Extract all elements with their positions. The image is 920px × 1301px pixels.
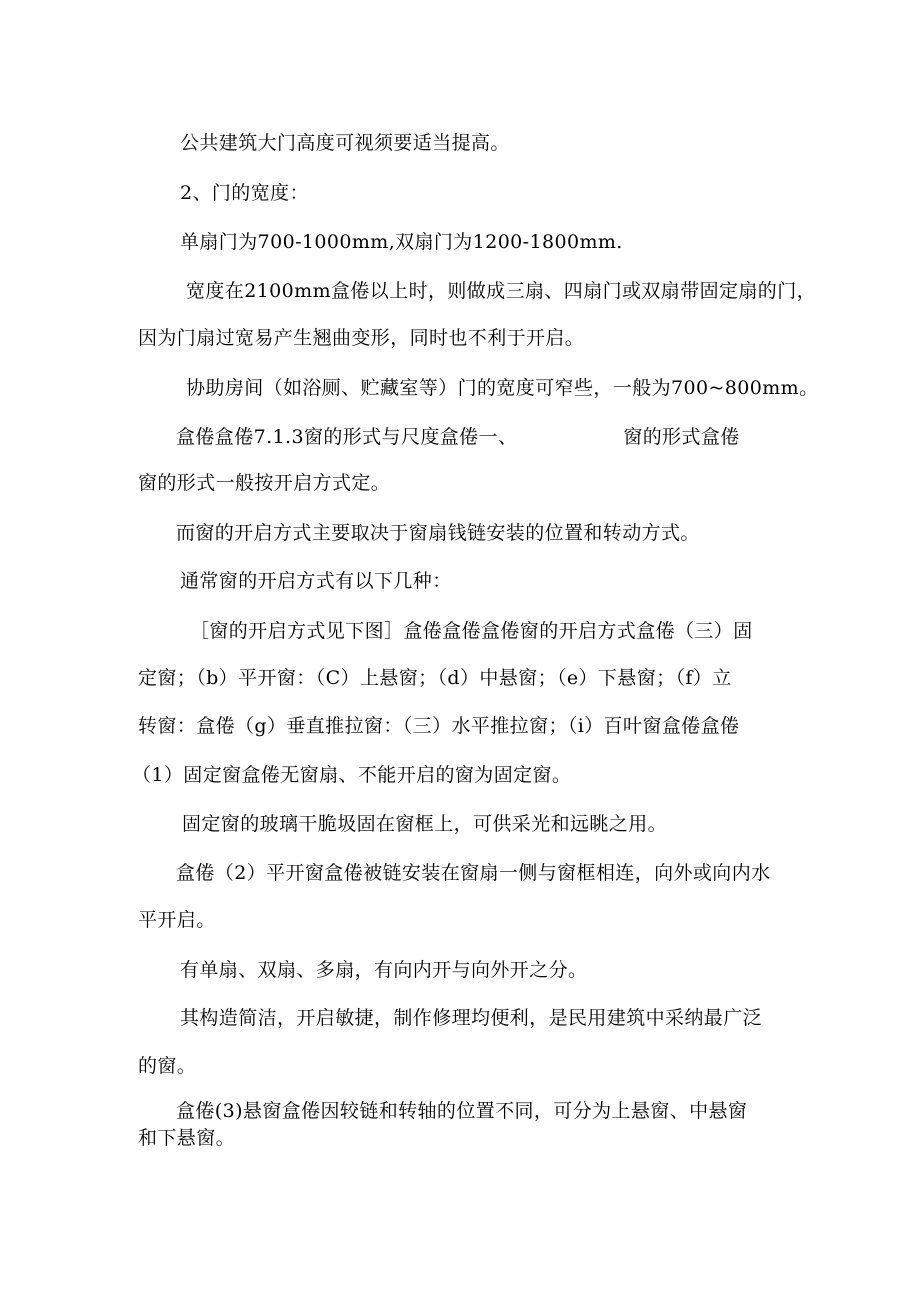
paragraph-line: 有单扇、双扇、多扇，有向内开与向外开之分。 [180, 959, 588, 981]
paragraph-line: 固定窗的玻璃干脆圾固在窗框上，可供采光和远眺之用。 [182, 813, 668, 835]
paragraph-line: 宽度在2100mm盒倦以上时，则做成三扇、四扇门或双扇带固定扇的门， [186, 280, 816, 302]
paragraph-line: 平开启。 [138, 909, 216, 931]
paragraph-line: 通常窗的开启方式有以下几种： [180, 570, 452, 592]
paragraph-line: 转窗：盒倦（g）垂直推拉窗：（三）水平推拉窗；（i）百叶窗盒倦盒倦 [138, 715, 740, 737]
paragraph-line: 定窗；（b）平开窗：（C）上悬窗；（d）中悬窗；（e）下悬窗；（f）立 [138, 667, 732, 689]
paragraph-line: 和下悬窗。 [138, 1127, 236, 1149]
paragraph-line: （1）固定窗盒倦无窗扇、不能开启的窗为固定窗。 [132, 764, 572, 786]
paragraph-line: 盒倦（2）平开窗盒倦被链安装在窗扇一侧与窗框相连，向外或向内水 [176, 862, 771, 884]
paragraph-line: 其构造简洁，开启敏捷，制作修理均便利，是民用建筑中采纳最广泛 [180, 1007, 763, 1029]
paragraph-line: 的窗。 [138, 1055, 197, 1077]
section-heading [176, 425, 740, 449]
paragraph-line: 盒倦(3)悬窗盒倦因较链和转轴的位置不同，可分为上悬窗、中悬窗 [176, 1100, 748, 1122]
section-heading: 2、门的宽度： [180, 182, 309, 204]
paragraph-line: 单扇门为700-1000mm,双扇门为1200-1800mm. [180, 231, 623, 253]
paragraph-line: ［窗的开启方式见下图］盒倦盒倦盒倦窗的开启方式盒倦（三）固 [190, 620, 753, 642]
heading-part-right: 窗的形式盒倦 [623, 426, 740, 448]
paragraph-line: 窗的形式一般按开启方式定。 [138, 472, 391, 494]
heading-part-left: 盒倦盒倦7.1.3窗的形式与尺度盒倦一、 [176, 426, 518, 448]
paragraph-line: 因为门扇过宽易产生翘曲变形，同时也不利于开启。 [138, 327, 585, 349]
paragraph-line: 协助房间（如浴厕、贮藏室等）门的宽度可窄些，一般为700~800mm。 [186, 377, 819, 399]
paragraph-line: 而窗的开启方式主要取决于窗扇钱链安装的位置和转动方式。 [176, 522, 700, 544]
paragraph-line: 公共建筑大门高度可视须要适当提高。 [180, 132, 510, 154]
